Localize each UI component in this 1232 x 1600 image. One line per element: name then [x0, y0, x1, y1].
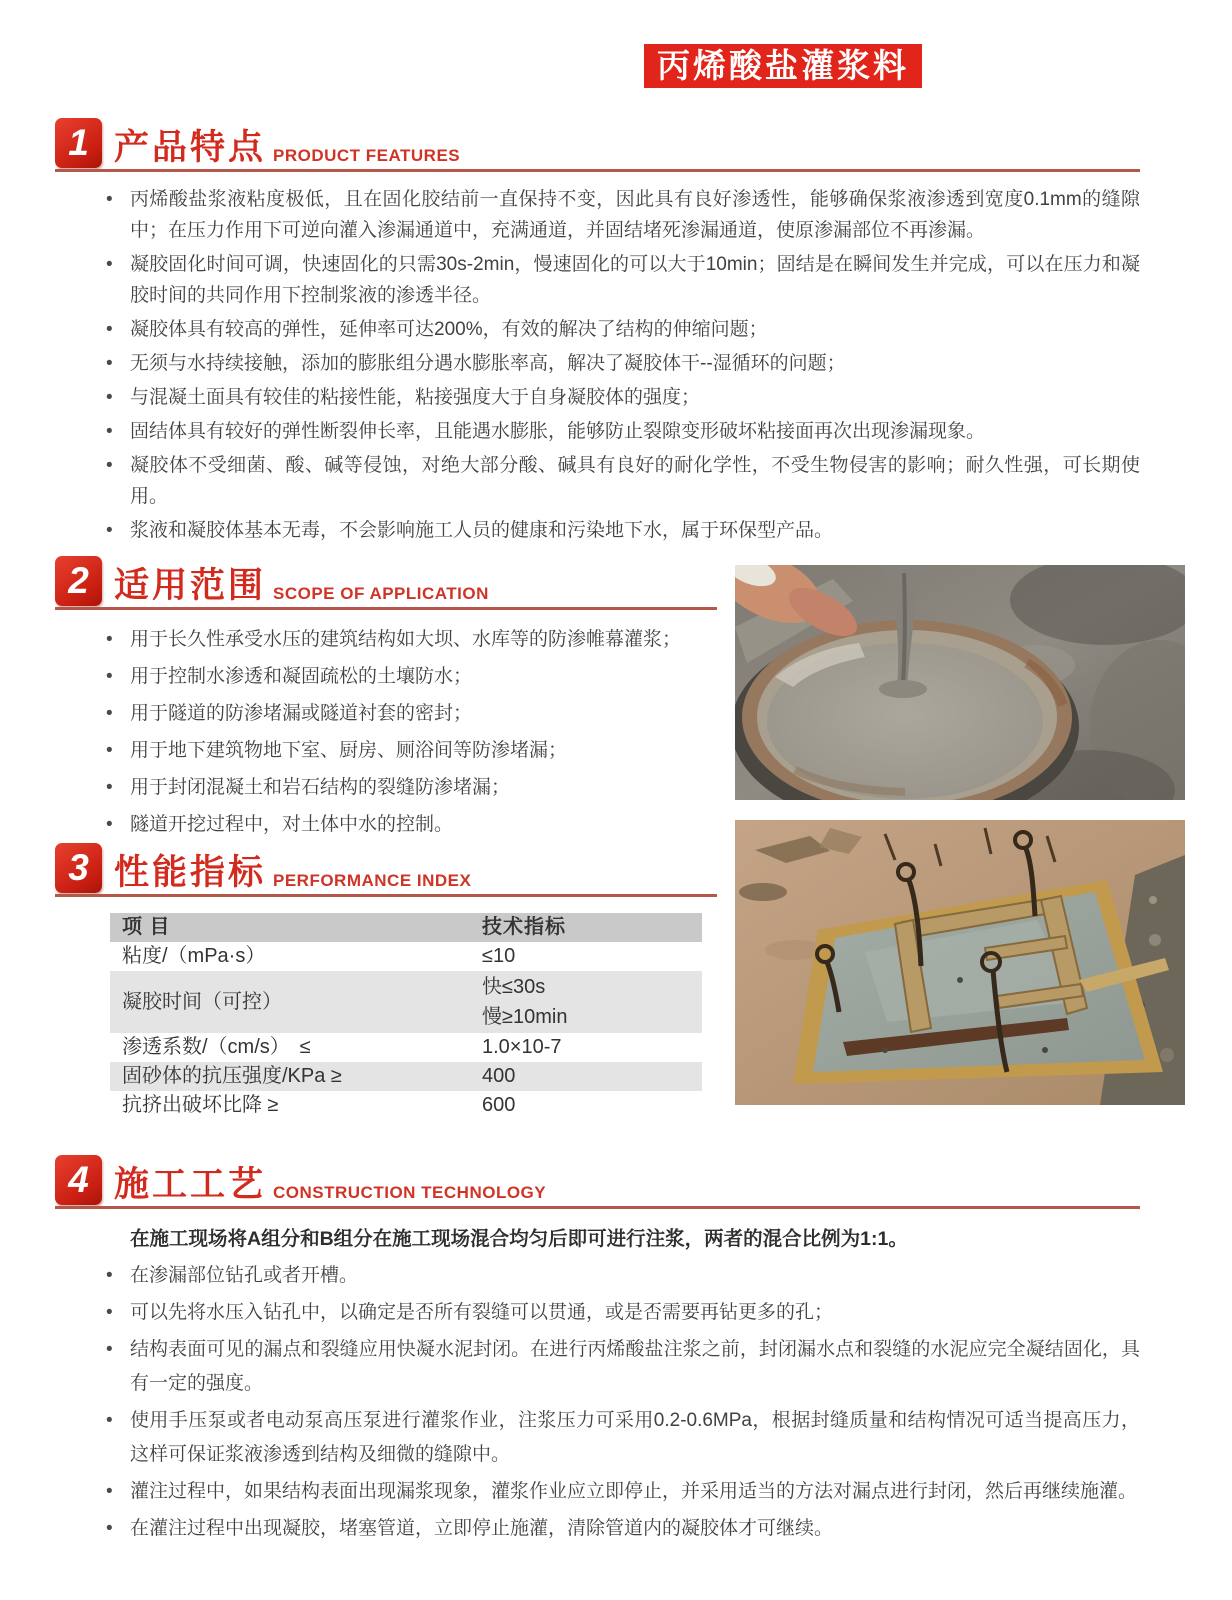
- construction-list: [55, 1259, 1140, 1546]
- table-cell-item: 粘度/（mPa·s）: [122, 945, 266, 967]
- section-underline: [55, 1206, 1140, 1209]
- table-cell-item: 固砂体的抗压强度/KPa ≥: [122, 1065, 342, 1087]
- table-cell-value: 600: [482, 1094, 516, 1116]
- formwork-grouting-image: [735, 820, 1185, 1105]
- bullet-item: • 灌注过程中，如果结构表面出现漏浆现象，灌浆作业应立即停止，并采用适当的方法对漏点进行封闭，然后再继续施灌。: [130, 1475, 1140, 1509]
- table-header-row: [110, 913, 702, 942]
- section-header: [55, 843, 717, 897]
- construction-intro: 在施工现场将A组分和B组分在施工现场混合均匀后即可进行注浆，两者的混合比例为1:1。: [130, 1228, 908, 1250]
- bullet-item: • 可以先将水压入钻孔中，以确定是否所有裂缝可以贯通，或是否需要再钻更多的孔；: [130, 1296, 1140, 1330]
- table-cell-item: 渗透系数/（cm/s） ≤: [122, 1036, 311, 1058]
- table-header-value: 技术指标: [482, 916, 566, 938]
- bullet-item: • 无须与水持续接触，添加的膨胀组分遇水膨胀率高，解决了凝胶体干--湿循环的问题；: [130, 348, 1140, 379]
- bullet-item: • 凝胶体不受细菌、酸、碱等侵蚀，对绝大部分酸、碱具有良好的耐化学性，不受生物侵害的影响；耐久性强，可长期使用。: [130, 450, 1140, 512]
- bullet-item: • 结构表面可见的漏点和裂缝应用快凝水泥封闭。在进行丙烯酸盐注浆之前，封闭漏水点和裂缝的水泥应完全凝结固化，具有一定的强度。: [130, 1333, 1140, 1401]
- section-subtitle: PRODUCT FEATURES: [273, 146, 461, 165]
- formwork-grouting-photo: [735, 820, 1185, 1105]
- table-row: [110, 1091, 702, 1120]
- section-scope-of-application: [55, 556, 717, 850]
- table-cell-value: 400: [482, 1065, 516, 1087]
- section-header: [55, 556, 717, 610]
- bullet-item: • 丙烯酸盐浆液粘度极低，且在固化胶结前一直保持不变，因此具有良好渗透性，能够确保浆液渗透到宽度0.1mm的缝隙中；在压力作用下可逆向灌入渗漏通道中，充满通道，并固结堵死渗漏通道，使原渗漏部位不再渗漏。: [130, 184, 1140, 246]
- section-subtitle: PERFORMANCE INDEX: [273, 871, 472, 890]
- section-subtitle: SCOPE OF APPLICATION: [273, 584, 489, 603]
- product-title-banner: 丙烯酸盐灌浆料: [644, 44, 922, 88]
- section-number-badge: 4: [55, 1155, 102, 1205]
- table-cell-value: 1.0×10-7: [482, 1036, 562, 1058]
- bullet-item: • 凝胶体具有较高的弹性，延伸率可达200%，有效的解决了结构的伸缩问题；: [130, 314, 1140, 345]
- bullet-item: • 用于封闭混凝土和岩石结构的裂缝防渗堵漏；: [130, 776, 717, 799]
- section-subtitle: CONSTRUCTION TECHNOLOGY: [273, 1183, 547, 1202]
- table-cell-value: [470, 971, 702, 1033]
- bullet-item: • 浆液和凝胶体基本无毒，不会影响施工人员的健康和污染地下水，属于环保型产品。: [130, 515, 1140, 546]
- grout-mixing-photo: [735, 565, 1185, 800]
- section-header: [55, 1155, 1140, 1209]
- bullet-item: • 在灌注过程中出现凝胶，堵塞管道，立即停止施灌，清除管道内的凝胶体才可继续。: [130, 1512, 1140, 1546]
- section-number-badge: 3: [55, 843, 102, 893]
- bullet-item: • 用于长久性承受水压的建筑结构如大坝、水库等的防渗帷幕灌浆；: [130, 628, 717, 651]
- value-line-slow: 慢≥10min: [482, 1006, 568, 1028]
- section-number-badge: 1: [55, 118, 102, 168]
- bullet-item: • 用于隧道的防渗堵漏或隧道衬套的密封；: [130, 702, 717, 725]
- performance-table: [110, 913, 702, 1120]
- bullet-item: • 与混凝土面具有较佳的粘接性能，粘接强度大于自身凝胶体的强度；: [130, 382, 1140, 413]
- bullet-item: • 用于地下建筑物地下室、厨房、厕浴间等防渗堵漏；: [130, 739, 717, 762]
- table-cell-item: 凝胶时间（可控）: [122, 990, 282, 1013]
- application-list: [55, 628, 717, 836]
- section-underline: [55, 607, 717, 610]
- bullet-item: • 固结体具有较好的弹性断裂伸长率，且能遇水膨胀，能够防止裂隙变形破坏粘接面再次出现渗漏现象。: [130, 416, 1140, 447]
- table-row: [110, 942, 702, 971]
- bullet-item: • 凝胶固化时间可调，快速固化的只需30s-2min，慢速固化的可以大于10min；固结是在瞬间发生并完成，可以在压力和凝胶时间的共同作用下控制浆液的渗透半径。: [130, 249, 1140, 311]
- feature-list: [55, 184, 1140, 546]
- section-underline: [55, 169, 1140, 172]
- table-cell-value: ≤10: [482, 945, 516, 967]
- table-cell-item: 抗挤出破坏比降 ≥: [122, 1094, 279, 1116]
- bullet-item: • 隧道开挖过程中，对土体中水的控制。: [130, 813, 717, 836]
- section-product-features: [55, 118, 1140, 549]
- bullet-item: • 在渗漏部位钻孔或者开槽。: [130, 1259, 1140, 1293]
- section-performance-index: [55, 843, 717, 1120]
- table-row: [110, 1033, 702, 1062]
- section-title: 性能指标: [114, 853, 267, 892]
- table-row: [110, 1062, 702, 1091]
- section-number-badge: 2: [55, 556, 102, 606]
- grout-mixing-image: [735, 565, 1185, 800]
- section-title: 产品特点: [114, 128, 267, 167]
- section-title: 适用范围: [114, 566, 267, 605]
- table-header-item: 项 目: [122, 916, 171, 938]
- bullet-item: • 用于控制水渗透和凝固疏松的土壤防水；: [130, 665, 717, 688]
- section-title: 施工工艺: [114, 1165, 267, 1204]
- section-header: [55, 118, 1140, 172]
- table-row: [110, 971, 702, 1033]
- bullet-item: • 使用手压泵或者电动泵高压泵进行灌浆作业，注浆压力可采用0.2-0.6MPa，根据封缝质量和结构情况可适当提高压力，这样可保证浆液渗透到结构及细微的缝隙中。: [130, 1404, 1140, 1472]
- section-underline: [55, 894, 717, 897]
- value-line-fast: 快≤30s: [482, 976, 546, 998]
- section-construction-technology: [55, 1155, 1140, 1549]
